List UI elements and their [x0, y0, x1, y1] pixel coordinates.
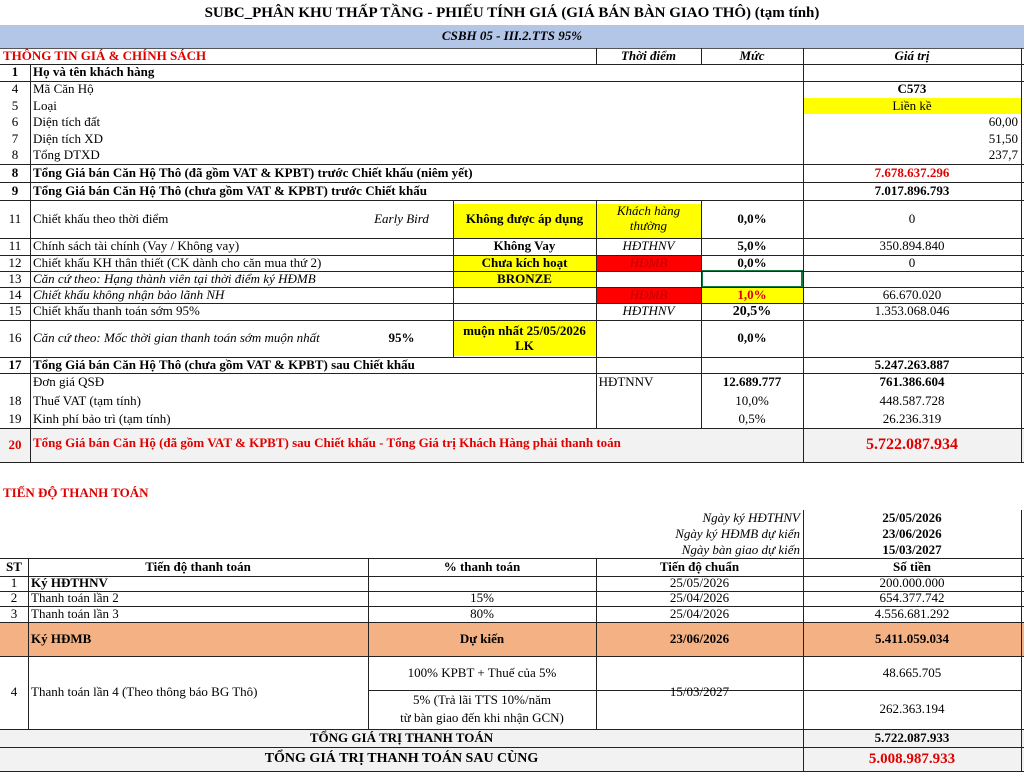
- row-no: 16: [8, 330, 22, 346]
- type-value: Liền kề: [892, 98, 932, 113]
- total-build-area-label: Tổng DTXD: [33, 147, 100, 163]
- vat-label: Thuế VAT (tạm tính): [33, 393, 141, 409]
- deadline-status: muộn nhất 25/05/2026 LK: [463, 322, 586, 353]
- table-row-pct: 80%: [470, 606, 494, 621]
- installment4-pct-b1: 5% (Trả lãi TTS 10%/năm: [413, 692, 551, 708]
- maintenance-fee-value: 26.236.319: [882, 411, 942, 427]
- table-row-schedule: Thanh toán lần 2: [31, 591, 119, 606]
- early-pay-label: Chiết khấu thanh toán sớm 95%: [33, 303, 200, 319]
- table-row-amount: 654.377.742: [879, 591, 945, 606]
- unit-code-value: C573: [897, 81, 927, 97]
- payment-section-heading: TIẾN ĐỘ THANH TOÁN: [3, 485, 149, 501]
- deadline-basis-label: Căn cứ theo: Mốc thời gian thanh toán sớm muộn nhất: [33, 330, 320, 346]
- row-no: 1: [11, 64, 19, 80]
- table-row-st: 4: [10, 684, 18, 700]
- finance-value: 350.894.840: [879, 238, 945, 254]
- table-row-amount: 200.000.000: [879, 576, 945, 591]
- table-row-schedule: Thanh toán lần 3: [31, 606, 119, 621]
- hdmb-amount: 5.411.059.034: [874, 630, 950, 646]
- installment4-pct-b2: từ bàn giao đến khi nhận GCN): [400, 709, 564, 725]
- early-pay-value: 1.353.068.046: [874, 303, 950, 319]
- finance-policy-label: Chính sách tài chính (Vay / Không vay): [33, 238, 240, 254]
- col-value-header: Giá trị: [894, 48, 930, 63]
- hdmb-pct: Dự kiến: [459, 630, 505, 646]
- date-label-hdmb: Ngày ký HĐMB dự kiến: [675, 526, 800, 541]
- final-payment-label: TỔNG GIÁ TRỊ THANH TOÁN SAU CÙNG: [264, 751, 539, 767]
- deadline-pct: 95%: [388, 330, 415, 346]
- policy-subtitle: CSBH 05 - III.2.TTS 95%: [441, 28, 583, 44]
- land-unit-price-doc: HĐTNNV: [598, 373, 654, 389]
- installment4-std: 15/03/2027: [669, 684, 730, 700]
- no-guarantee-level: 1,0%: [737, 287, 767, 302]
- vat-value: 448.587.728: [879, 393, 945, 409]
- table-row-std: 25/04/2026: [669, 606, 730, 621]
- price-after-discount-label: Tổng Giá bán Căn Hộ Thô (chưa gồm VAT & KPBT) sau Chiết khấu: [33, 357, 415, 372]
- row-no: 12: [8, 255, 22, 270]
- final-payment-value: 5.008.987.933: [868, 750, 956, 767]
- build-area-value: 51,50: [988, 131, 1018, 146]
- grand-total-label: Tổng Giá bán Căn Hộ (đã gồm VAT & KPBT) sau Chiết khấu - Tổng Giá trị Khách Hàng phải thanh toán: [33, 434, 621, 450]
- table-row-schedule: Thanh toán lần 4 (Theo thông báo BG Thô): [31, 684, 258, 700]
- customer-name-label: Họ và tên khách hàng: [33, 64, 155, 80]
- land-unit-price-value: 761.386.604: [879, 373, 945, 389]
- cell-selection[interactable]: [701, 270, 803, 288]
- price-section-heading: THÔNG TIN GIÁ & CHÍNH SÁCH: [3, 48, 207, 63]
- row-no: 19: [8, 411, 22, 427]
- col-std-header: Tiến độ chuẩn: [659, 558, 740, 574]
- page-title: SUBC_PHÂN KHU THẤP TẦNG - PHIẾU TÍNH GIÁ (GIÁ BÁN BÀN GIAO THÔ) (tạm tính): [204, 5, 820, 22]
- maintenance-fee-label: Kinh phí bảo trì (tạm tính): [33, 411, 171, 427]
- row-no: 17: [8, 357, 22, 372]
- date-value-handover: 15/03/2027: [882, 542, 942, 557]
- loyal-value: 0: [908, 255, 916, 270]
- no-guarantee-value: 66.670.020: [882, 287, 942, 302]
- row-no: 13: [8, 271, 22, 286]
- price-after-discount-value: 5.247.263.887: [874, 357, 950, 372]
- no-loan-status: Không Vay: [493, 238, 556, 254]
- not-activated-status: Chưa kích hoạt: [481, 255, 568, 270]
- no-guarantee-doc: HĐMB: [629, 287, 668, 302]
- hdmb-schedule: Ký HĐMB: [31, 630, 92, 646]
- table-row-pct: [368, 576, 596, 591]
- land-area-value: 60,00: [988, 114, 1018, 130]
- grand-total-value: 5.722.087.934: [866, 436, 958, 454]
- col-pct-header: % thanh toán: [443, 558, 521, 574]
- date-value-hdthnv: 25/05/2026: [882, 510, 942, 525]
- installment4-pct-a: 100% KPBT + Thuế của 5%: [407, 664, 557, 680]
- col-level-header: Mức: [739, 48, 765, 63]
- early-pay-level: 20,5%: [732, 303, 772, 319]
- row-no: 8: [11, 147, 19, 163]
- build-area-label: Diện tích XD: [33, 131, 104, 146]
- price-before-discount-label: Tổng Giá bán Căn Hộ Thô (chưa gồm VAT & KPBT) trước Chiết khấu: [33, 182, 427, 198]
- row-no: 6: [11, 114, 19, 130]
- total-payment-label: TỔNG GIÁ TRỊ THANH TOÁN: [309, 729, 494, 745]
- row-no: 7: [11, 131, 19, 146]
- table-row-std: 25/05/2026: [669, 576, 730, 591]
- listed-price-value: 7.678.637.296: [874, 164, 950, 180]
- row-no: 11: [8, 210, 22, 226]
- type-label: Loại: [33, 98, 57, 113]
- total-build-area-value: 237,7: [988, 147, 1018, 163]
- date-value-hdmb: 23/06/2026: [882, 526, 942, 541]
- table-row-st: 1: [10, 576, 18, 591]
- early-bird-label: Early Bird: [374, 210, 429, 226]
- member-rank-label: Căn cứ theo: Hạng thành viên tại thời điểm ký HĐMB: [33, 271, 316, 286]
- time-discount-label: Chiết khấu theo thời điểm: [33, 210, 169, 226]
- land-unit-price-level: 12.689.777: [722, 373, 782, 389]
- time-discount-level: 0,0%: [737, 210, 767, 226]
- not-applied-status: Không được áp dụng: [465, 210, 584, 226]
- table-row-schedule: Ký HĐTHNV: [31, 576, 108, 591]
- row-no: 14: [8, 287, 22, 302]
- listed-price-label: Tổng Giá bán Căn Hộ Thô (đã gồm VAT & KPBT) trước Chiết khấu (niêm yết): [33, 164, 473, 180]
- vat-level: 10,0%: [735, 393, 769, 409]
- price-before-discount-value: 7.017.896.793: [874, 182, 950, 198]
- row-no: 11: [8, 238, 22, 254]
- col-amount-header: Số tiền: [893, 558, 931, 574]
- customer-type: Khách hàng thường: [616, 203, 681, 233]
- table-row-st: 2: [10, 591, 18, 606]
- hdmb-std: 23/06/2026: [669, 630, 730, 646]
- maintenance-fee-level: 0,5%: [738, 411, 766, 427]
- row-no: 9: [11, 182, 19, 198]
- table-row-st: 3: [10, 606, 18, 621]
- col-time-header: Thời điểm: [620, 48, 676, 63]
- col-schedule-header: Tiến độ thanh toán: [145, 558, 251, 574]
- early-pay-doc: HĐTHNV: [622, 303, 675, 319]
- table-row-std: 25/04/2026: [669, 591, 730, 606]
- table-row-pct: 15%: [470, 591, 494, 606]
- finance-level: 5,0%: [737, 238, 767, 254]
- row-no: 18: [8, 393, 22, 409]
- loyal-discount-label: Chiết khấu KH thân thiết (CK dành cho căn mua thứ 2): [33, 255, 322, 270]
- installment4-amount-a: 48.665.705: [882, 664, 942, 680]
- land-area-label: Diện tích đất: [33, 114, 101, 130]
- col-st-header: ST: [6, 558, 22, 574]
- deadline-level: 0,0%: [737, 330, 767, 346]
- row-no: 8: [11, 164, 19, 180]
- unit-code-label: Mã Căn Hộ: [33, 81, 94, 97]
- finance-doc: HĐTHNV: [622, 238, 675, 254]
- total-payment-value: 5.722.087.933: [874, 729, 950, 745]
- row-no: 5: [11, 98, 19, 113]
- land-unit-price-label: Đơn giá QSĐ: [33, 373, 105, 389]
- time-discount-value: 0: [908, 210, 916, 226]
- date-label-hdthnv: Ngày ký HĐTHNV: [702, 510, 800, 525]
- row-no: 15: [8, 303, 22, 319]
- no-guarantee-label: Chiết khấu không nhận bảo lãnh NH: [33, 287, 225, 302]
- installment4-amount-b: 262.363.194: [879, 701, 945, 717]
- row-no: 20: [8, 436, 22, 452]
- loyal-doc: HĐMB: [629, 255, 668, 270]
- bronze-status: BRONZE: [497, 271, 552, 286]
- row-no: 4: [11, 81, 19, 97]
- loyal-level: 0,0%: [737, 255, 767, 270]
- table-row-amount: 4.556.681.292: [874, 606, 950, 621]
- date-label-handover: Ngày bàn giao dự kiến: [681, 542, 800, 557]
